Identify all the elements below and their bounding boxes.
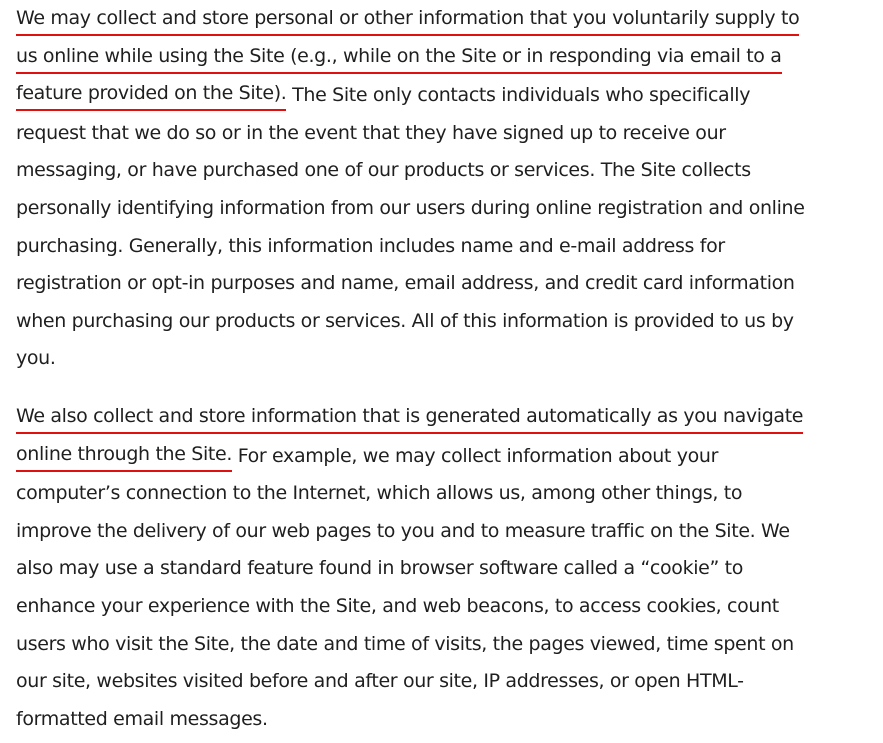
- text-line: registration or opt-in purposes and name, email address, and credit card information: [16, 272, 795, 295]
- privacy-policy-text: [16, 2, 878, 738]
- text-line: formatted email messages.: [16, 707, 268, 730]
- text-line: when purchasing our products or services. All of this information is provided to us by: [16, 309, 794, 332]
- text-line: enhance your experience with the Site, and web beacons, to access cookies, count: [16, 594, 779, 617]
- text-line: improve the delivery of our web pages to you and to measure traffic on the Site. We: [16, 519, 790, 542]
- text-line: [16, 438, 878, 476]
- text-line: personally identifying information from our users during online registration and online: [16, 196, 805, 219]
- highlighted-text: We may collect and store personal or other information that you voluntarily supply to: [16, 3, 799, 36]
- highlighted-text: us online while using the Site (e.g., while on the Site or in responding via email to a: [16, 41, 782, 74]
- paragraph-collected-personal-info: [16, 2, 878, 378]
- text-line: users who visit the Site, the date and time of visits, the pages viewed, time spent on: [16, 632, 794, 655]
- body-text: For example, we may collect information about your: [232, 444, 719, 467]
- text-line: purchasing. Generally, this information includes name and e-mail address for: [16, 234, 725, 257]
- text-line: you.: [16, 347, 56, 370]
- body-text: The Site only contacts individuals who specifically: [286, 84, 751, 107]
- highlighted-text: We also collect and store information that is generated automatically as you navigate: [16, 401, 803, 434]
- text-line: messaging, or have purchased one of our products or services. The Site collects: [16, 159, 751, 182]
- paragraph-automatic-info: [16, 400, 878, 738]
- text-line: also may use a standard feature found in browser software called a “cookie” to: [16, 557, 744, 580]
- highlighted-text: online through the Site.: [16, 439, 232, 472]
- text-line: [16, 400, 878, 438]
- text-line: [16, 2, 878, 40]
- text-line: request that we do so or in the event that they have signed up to receive our: [16, 121, 726, 144]
- text-line: our site, websites visited before and after our site, IP addresses, or open HTML-: [16, 670, 744, 693]
- text-line: [16, 77, 878, 115]
- text-line: computer’s connection to the Internet, which allows us, among other things, to: [16, 482, 743, 505]
- highlighted-text: feature provided on the Site).: [16, 78, 286, 111]
- text-line: [16, 40, 878, 78]
